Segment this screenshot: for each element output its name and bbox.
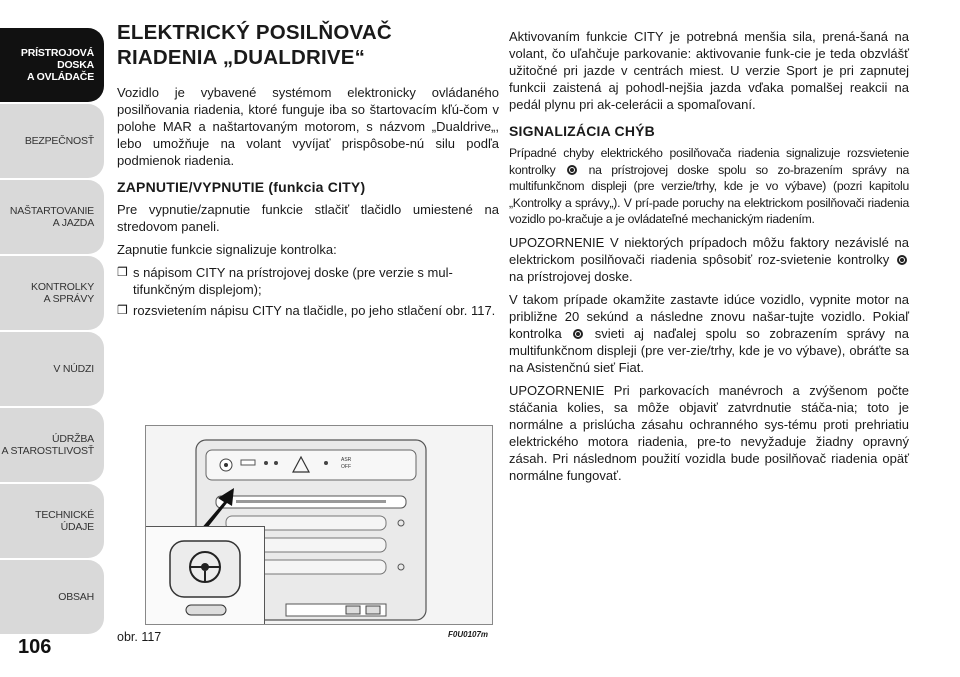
tab-nastartovanie[interactable]: NAŠTARTOVANIE A JAZDA bbox=[0, 180, 104, 254]
list-item-text: s nápisom CITY na prístrojovej doske (pre verzie s mul-tifunkčným displejom); bbox=[133, 265, 453, 297]
tab-pristrojova-doska[interactable]: PRÍSTROJOVÁ DOSKA A OVLÁDAČE bbox=[0, 28, 104, 102]
checkbox-bullet-icon: ❒ bbox=[117, 303, 128, 317]
tab-kontrolky[interactable]: KONTROLKY A SPRÁVY bbox=[0, 256, 104, 330]
list-item bbox=[117, 302, 499, 319]
intro-paragraph: Vozidlo je vybavené systémom elektronicky ovládaného posilňovania riadenia, ktoré funguje iba so štartovacím kľú-čom v polohe MAR a naštartovaným motorom, s názvom „Dualdrive„, lebo umožňuje na volant vyvíjať prispôsobe-nú silu podľa podmienok riadenia. bbox=[117, 85, 499, 168]
warning-text-a: UPOZORNENIE V niektorých prípadoch môžu faktory nezávislé na elektrickom posilňovači riadenia spôsobiť roz-svietenie kontrolky bbox=[509, 234, 909, 267]
button-label-asr: ASR bbox=[341, 457, 352, 463]
city-button-icon bbox=[146, 527, 264, 625]
tab-v-nudzi[interactable]: V NÚDZI bbox=[0, 332, 104, 406]
errors-text-a: Prípadné chyby elektrického posilňovača riadenia signalizuje rozsvietenie kontrolky bbox=[509, 146, 909, 177]
left-column bbox=[117, 20, 499, 323]
list-item-text: rozsvietením nápisu CITY na tlačidle, po jeho stlačení obr. 117. bbox=[133, 303, 496, 318]
steering-warning-icon bbox=[567, 165, 577, 175]
action-text-a: V takom prípade okamžite zastavte idúce vozidlo, vypnite motor na približne 20 sekúnd a následne znovu našar-tujte vozidlo. Pokiaľ kontrolka bbox=[509, 291, 909, 341]
right-column bbox=[509, 28, 909, 490]
tab-bezpecnost[interactable]: BEZPEČNOSŤ bbox=[0, 104, 104, 178]
steering-warning-icon bbox=[573, 329, 583, 339]
tab-technicke-udaje[interactable]: TECHNICKÉ ÚDAJE bbox=[0, 484, 104, 558]
tab-obsah[interactable]: OBSAH bbox=[0, 560, 104, 634]
page-number: 106 bbox=[18, 636, 52, 658]
figure-dashboard-panel bbox=[145, 425, 493, 625]
action-text-b: svieti aj naďalej spolu so zobrazením správy na multifunkčnom displeji (pre ver-zie/trhy, kde je vo výbave), obráťte sa na Asistenčnú sieť Fiat. bbox=[509, 325, 909, 375]
page-title: ELEKTRICKÝ POSILŇOVAČ RIADENIA „DUALDRIVE“ bbox=[117, 21, 392, 69]
warning-paragraph-2: UPOZORNENIE Pri parkovacích manévroch a zvýšenom počte stáčania kolies, sa môže objaviť zatvrdnutie stáča-nia; toto je normálne a prislúcha zásahu ochranného sys-tému proti prehriatiu elektrického motora riadenia, pre-to nevyžaduje žiadny opravný zásah. Pri následnom použití vozidla bude posilňovač riadenia opäť normálne fungovať. bbox=[509, 382, 909, 483]
list-item bbox=[117, 264, 499, 298]
button-label-off: OFF bbox=[341, 464, 351, 470]
action-paragraph bbox=[509, 291, 909, 376]
figure-code: F0U0107m bbox=[448, 630, 489, 639]
city-benefits-paragraph: Aktivovaním funkcie CITY je potrebná menšia sila, prená-šaná na volant, čo uľahčuje parkovanie: aktivovanie funk-cie je teda obzvlášť užitočné pri jazde v centrách miest. U verzie Sport je pri zapnutej funkcii zaistená aj pohodl-nejšia jazda vďaka pomalšej reakcii na pedál plynu pri ak-celerácii a spomaľovaní. bbox=[509, 29, 909, 112]
section-title-errors: SIGNALIZÁCIA CHÝB bbox=[509, 123, 655, 139]
figure-caption: obr. 117 bbox=[117, 630, 162, 644]
city-paragraph-2: Zapnutie funkcie signalizuje kontrolka: bbox=[117, 242, 337, 257]
warning-text-b: na prístrojovej doske. bbox=[509, 268, 633, 284]
errors-text-b: na prístrojovej doske spolu so zo-brazením správy na multifunkčnom displeji (pre verzie/trhy, kde je vo výbave) (pozri kapitolu „Kontrolky a správy„). V prí-pade poruchy na elektrickom posilňovači riadenia vozidlo po-kračuje a je ovládateľné mechanickým riadením. bbox=[509, 162, 909, 226]
warning-paragraph-1 bbox=[509, 234, 909, 285]
checkbox-bullet-icon: ❒ bbox=[117, 265, 128, 279]
steering-warning-icon bbox=[897, 255, 907, 265]
figure-inset-button bbox=[146, 526, 265, 625]
tab-udrzba[interactable]: ÚDRŽBA A STAROSTLIVOSŤ bbox=[0, 408, 104, 482]
city-paragraph-1: Pre vypnutie/zapnutie funkcie stlačiť tlačidlo umiestené na stredovom paneli. bbox=[117, 202, 499, 234]
errors-paragraph bbox=[509, 145, 909, 228]
section-title-city: ZAPNUTIE/VYPNUTIE (funkcia CITY) bbox=[117, 179, 366, 195]
